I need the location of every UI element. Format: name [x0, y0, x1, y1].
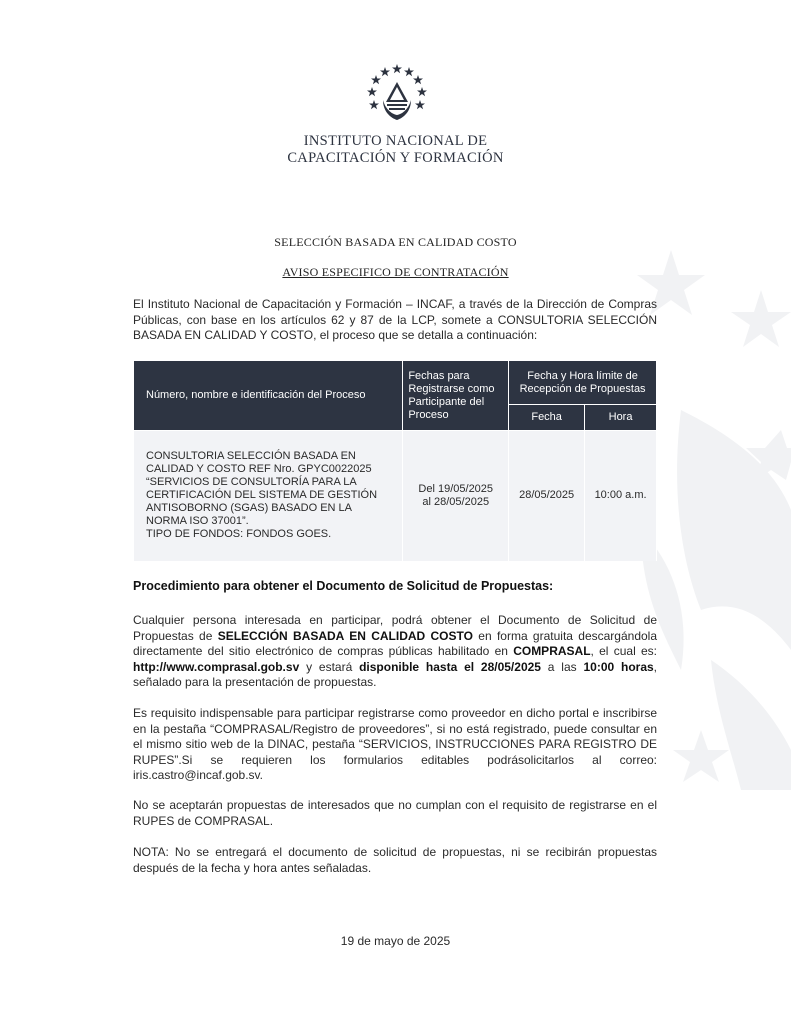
rejection-paragraph: No se aceptarán propuestas de interesados que no cumplan con el requisito de registrarse en el RUPES de COMPRASAL. [133, 798, 657, 828]
deadline-time: 10:00 a.m. [585, 431, 657, 561]
process-line: NORMA ISO 37001”. [146, 515, 249, 528]
document-title: SELECCIÓN BASADA EN CALIDAD COSTO [274, 235, 517, 249]
header-deadline: Fecha y Hora límite de Recepción de Propuestas [509, 361, 657, 405]
deadline-date: 28/05/2025 [509, 431, 585, 561]
process-line: “SERVICIOS DE CONSULTORÍA PARA LA [146, 476, 357, 489]
bold-run: COMPRASAL [513, 644, 591, 658]
bold-run: SELECCIÓN BASADA EN CALIDAD COSTO [217, 628, 473, 643]
process-line: CERTIFICACIÓN DEL SISTEMA DE GESTIÓN [146, 489, 378, 502]
bold-run: disponible hasta el 28/05/2025 [359, 659, 541, 674]
register-dates [403, 431, 509, 561]
procedure-heading: Procedimiento para obtener el Documento de Solicitud de Propuestas: [133, 579, 554, 593]
text-run: , el cual es: [590, 644, 657, 658]
note-paragraph: NOTA: No se entregará el documento de solicitud de propuestas, ni se recibirán propuestas después de la fecha y hora antes señaladas. [133, 845, 657, 875]
header-process: Número, nombre e identificación del Proceso [134, 361, 403, 431]
procedure-paragraph [133, 613, 657, 691]
process-table [133, 360, 657, 561]
institution-name-line2: CAPACITACIÓN Y FORMACIÓN [287, 150, 504, 166]
process-line: ANTISOBORNO (SGAS) BASADO EN LA [146, 502, 352, 515]
comprasal-link: http://www.comprasal.gob.sv [133, 659, 300, 674]
text-run: y estará [299, 659, 360, 674]
register-to: al 28/05/2025 [422, 495, 490, 508]
header-date: Fecha [509, 405, 585, 431]
header-time: Hora [585, 405, 657, 431]
header-register-dates: Fechas para Registrarse como Participante del Proceso [403, 361, 509, 431]
document-date: 19 de mayo de 2025 [340, 934, 451, 948]
process-line: CALIDAD Y COSTO REF Nro. GPYC0022025 [146, 463, 372, 476]
text-run: , señalado para la presentación de propuestas. [133, 659, 658, 689]
registration-paragraph: Es requisito indispensable para participar registrarse como proveedor en dicho portal e inscribirse en la pestaña “COMPRASAL/Registro de proveedores”, si no está registrado, puede consultar en el mismo sitio web de la DINAC, pestaña “SERVICIOS, INSTRUCCIONES PARA REGISTRO DE RUPES”.Si se requieren los formularios editables podrásolicitarlos al correo: iris.castro@incaf.gob.sv. [133, 706, 657, 782]
text-run: en forma gratuita descargándola directamente del sitio electrónico de compras públicas habilitado en [133, 628, 658, 658]
national-seal-icon [365, 62, 429, 126]
document-subtitle: AVISO ESPECIFICO DE CONTRATACIÓN [282, 265, 509, 279]
text-run: a las [540, 659, 584, 674]
process-line: CONSULTORIA SELECCIÓN BASADA EN [146, 450, 356, 463]
institution-name-line1: INSTITUTO NACIONAL DE [303, 133, 488, 149]
process-line: TIPO DE FONDOS: FONDOS GOES. [146, 528, 332, 541]
intro-paragraph: El Instituto Nacional de Capacitación y Formación – INCAF, a través de la Dirección de Compras Públicas, con base en los artículos 62 y 87 de la LCP, somete a CONSULTORIA SELECCIÓN BASADA EN CALIDAD Y COSTO, el proceso que se detalla a continuación: [133, 297, 657, 342]
register-from: Del 19/05/2025 [418, 482, 494, 495]
process-description [134, 431, 403, 561]
bold-run: 10:00 horas [583, 659, 654, 674]
text-run: Cualquier persona interesada en participar, podrá obtener el Documento de Solicitud de Propuestas de [133, 613, 657, 643]
